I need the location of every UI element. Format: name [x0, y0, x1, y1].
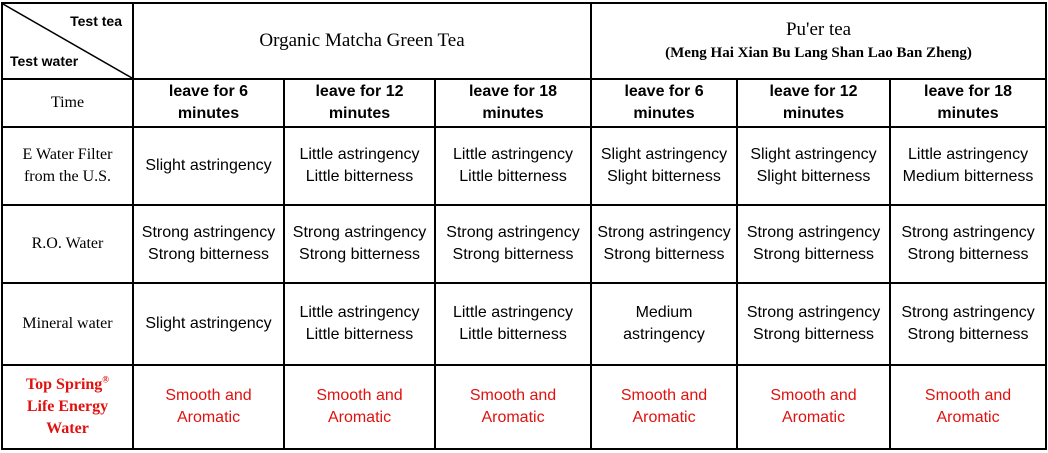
- cell-text-line: minutes: [782, 105, 845, 122]
- result-cell: [737, 283, 890, 365]
- cell-text-line: minutes: [633, 105, 695, 122]
- cell-text-line: Strong astringency: [901, 304, 1035, 321]
- cell-text-line: leave for 6: [168, 83, 249, 100]
- cell-text-line: Strong astringency: [746, 224, 881, 241]
- cell-text-line: Aromatic: [781, 409, 846, 426]
- row-top-spring-water: [2, 365, 1046, 449]
- tea-header-matcha: [133, 3, 591, 79]
- cell-text-line: Little astringency: [299, 304, 420, 321]
- cell-text-line: Strong astringency: [901, 224, 1035, 241]
- cell-text-line: Slight bitterness: [756, 168, 871, 185]
- brand-name: Top Spring: [25, 376, 103, 393]
- time-cell: [133, 79, 284, 127]
- cell-text-line: Aromatic: [327, 409, 392, 426]
- cell-text-line: Medium bitterness: [902, 168, 1034, 185]
- highlight-cell: [890, 365, 1046, 449]
- result-cell: [737, 205, 890, 283]
- tea-name: Pu'er tea: [785, 19, 852, 40]
- cell-text-line: Strong bitterness: [603, 246, 725, 263]
- highlight-cell: [737, 365, 890, 449]
- cell-text-line: Slight astringency: [750, 146, 877, 163]
- cell-text-line: Mineral water: [22, 315, 113, 332]
- cell-text-line: Strong bitterness: [753, 326, 874, 343]
- cell-text-line: leave for 18: [924, 83, 1013, 100]
- cell-text-line: Little bitterness: [459, 168, 567, 185]
- cell-text-line: minutes: [482, 105, 544, 122]
- result-cell: [133, 205, 284, 283]
- tea-comparison-table: [1, 2, 1047, 450]
- time-cell: [284, 79, 435, 127]
- cell-text-line: Little bitterness: [305, 168, 414, 185]
- cell-text-line: R.O. Water: [31, 235, 104, 252]
- cell-text-line: astringency: [623, 326, 705, 343]
- cell-text-line: Little bitterness: [459, 326, 567, 343]
- cell-text-line: Life Energy: [26, 398, 109, 415]
- cell-text-line: minutes: [177, 105, 240, 122]
- test-water-label: Test water: [10, 53, 79, 69]
- cell-text-line: Aromatic: [936, 409, 1000, 426]
- cell-text-line: Little astringency: [452, 304, 574, 321]
- cell-text-line: leave for 12: [315, 83, 404, 100]
- cell-text-line: Strong bitterness: [753, 246, 874, 263]
- cell-text-line: Aromatic: [632, 409, 696, 426]
- cell-text-line: leave for 18: [468, 83, 558, 100]
- cell-text-line: E Water Filter: [22, 146, 113, 163]
- highlight-cell: [591, 365, 737, 449]
- cell-text-line: Little astringency: [908, 146, 1029, 163]
- cell-text-line: Medium: [635, 304, 693, 321]
- result-cell: [133, 127, 284, 205]
- test-tea-label: Test tea: [70, 13, 122, 29]
- time-cell: [435, 79, 591, 127]
- tea-header-puer: [591, 3, 1046, 79]
- cell-text-line: Strong astringency: [292, 224, 427, 241]
- header-row: [2, 3, 1046, 79]
- cell-text-line: leave for 12: [769, 83, 858, 100]
- cell-text-line: Aromatic: [481, 409, 545, 426]
- result-cell: [737, 127, 890, 205]
- cell-text-line: Smooth and: [924, 387, 1012, 404]
- cell-text-line: Strong astringency: [746, 304, 881, 321]
- cell-text-line: minutes: [328, 105, 391, 122]
- result-cell: [890, 205, 1046, 283]
- cell-text-line: Slight astringency: [145, 157, 272, 174]
- highlight-cell: [133, 365, 284, 449]
- cell-text-line: Strong bitterness: [907, 326, 1029, 343]
- cell-text-line: Strong astringency: [446, 224, 580, 241]
- row-mineral-water: [2, 283, 1046, 365]
- cell-text-line: Strong astringency: [597, 224, 731, 241]
- result-cell: [591, 205, 737, 283]
- result-cell: [435, 127, 591, 205]
- row-label-time: [2, 79, 133, 127]
- result-cell: [284, 283, 435, 365]
- cell-text-line: Little bitterness: [305, 326, 414, 343]
- result-cell: [284, 127, 435, 205]
- cell-text-line: Slight astringency: [145, 315, 272, 332]
- result-cell: [435, 205, 591, 283]
- cell-text-line: Slight bitterness: [607, 168, 721, 185]
- cell-text-line: Smooth and: [620, 387, 708, 404]
- trademark-symbol: ®: [102, 374, 110, 385]
- cell-text-line: Smooth and: [770, 387, 857, 404]
- cell-text-line: Strong bitterness: [299, 246, 420, 263]
- cell-text-line: Smooth and: [165, 387, 252, 404]
- cell-text-line: Water: [46, 420, 89, 437]
- time-cell: [591, 79, 737, 127]
- cell-text-line: minutes: [937, 105, 999, 122]
- cell-text-line: Little astringency: [299, 146, 420, 163]
- cell-text-line: Strong bitterness: [452, 246, 574, 263]
- result-cell: [890, 283, 1046, 365]
- highlight-cell: [284, 365, 435, 449]
- cell-text-line: [3, 374, 132, 396]
- result-cell: [435, 283, 591, 365]
- cell-text-line: from the U.S.: [23, 168, 112, 185]
- cell-text-line: Smooth and: [469, 387, 557, 404]
- cell-text-line: Little astringency: [452, 146, 574, 163]
- result-cell: [591, 283, 737, 365]
- time-row: [2, 79, 1046, 127]
- result-cell: [284, 205, 435, 283]
- time-cell: [737, 79, 890, 127]
- cell-text-line: Time: [50, 94, 85, 111]
- time-cell: [890, 79, 1046, 127]
- tea-name: Organic Matcha Green Tea: [259, 30, 465, 51]
- tea-subtitle: (Meng Hai Xian Bu Lang Shan Lao Ban Zheng): [665, 45, 972, 61]
- cell-text-line: Strong bitterness: [148, 246, 269, 263]
- highlight-cell: [435, 365, 591, 449]
- result-cell: [133, 283, 284, 365]
- cell-text-line: Smooth and: [316, 387, 403, 404]
- result-cell: [890, 127, 1046, 205]
- row-label: [2, 205, 133, 283]
- cell-text-line: leave for 6: [624, 83, 704, 100]
- row-label-highlight: [2, 365, 133, 449]
- cell-text-line: Aromatic: [176, 409, 241, 426]
- row-ro-water: [2, 205, 1046, 283]
- result-cell: [591, 127, 737, 205]
- row-label: [2, 127, 133, 205]
- cell-text-line: Slight astringency: [600, 146, 728, 163]
- corner-cell: [2, 3, 133, 79]
- cell-text-line: Strong bitterness: [907, 246, 1029, 263]
- cell-text-line: Strong astringency: [141, 224, 276, 241]
- row-e-water-filter: [2, 127, 1046, 205]
- row-label: [2, 283, 133, 365]
